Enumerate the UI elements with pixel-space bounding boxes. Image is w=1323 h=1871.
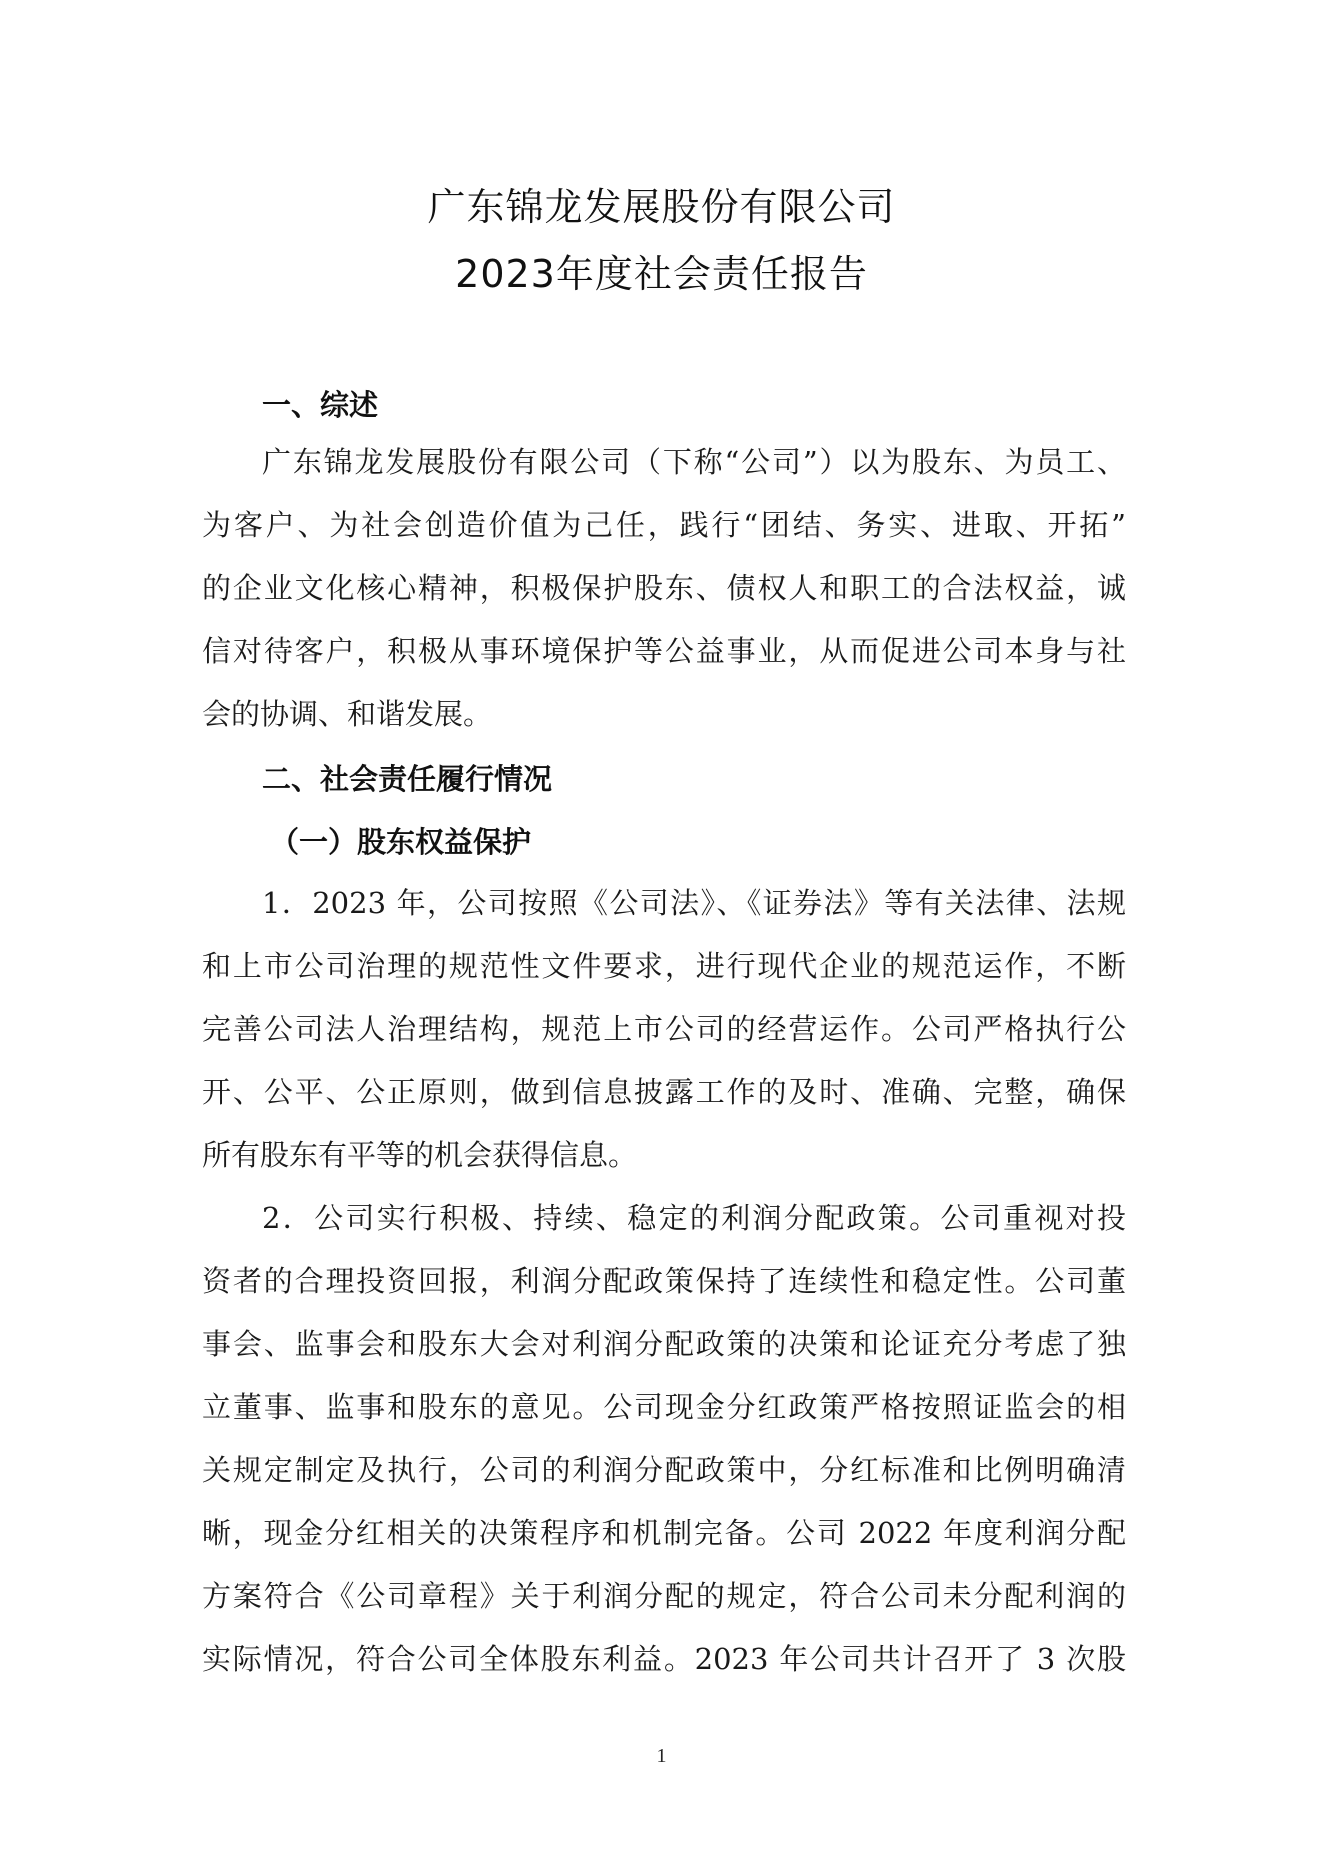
paragraph-line: 会的协调、和谐发展。 (202, 697, 493, 731)
paragraph-line: 晰，现金分红相关的决策程序和机制完备。公司 2022 年度利润分配 (202, 1516, 1126, 1550)
section-heading-overview: 一、综述 (262, 388, 379, 422)
section-heading-responsibility: 二、社会责任履行情况 (262, 762, 553, 796)
paragraph-line: 2．公司实行积极、持续、稳定的利润分配政策。公司重视对投 (262, 1201, 1126, 1235)
subsection-heading-shareholders: （一）股东权益保护 (270, 825, 532, 859)
paragraph-line: 1．2023 年，公司按照《公司法》、《证券法》等有关法律、法规 (262, 886, 1126, 920)
paragraph-line: 信对待客户，积极从事环境保护等公益事业，从而促进公司本身与社 (202, 634, 1126, 668)
paragraph-line: 所有股东有平等的机会获得信息。 (202, 1138, 638, 1172)
paragraph-line: 的企业文化核心精神，积极保护股东、债权人和职工的合法权益，诚 (202, 571, 1126, 605)
paragraph-line: 方案符合《公司章程》关于利润分配的规定，符合公司未分配利润的 (202, 1579, 1126, 1613)
report-title-company: 广东锦龙发展股份有限公司 (427, 185, 896, 229)
page-number: 1 (656, 1745, 667, 1767)
paragraph-line: 开、公平、公正原则，做到信息披露工作的及时、准确、完整，确保 (202, 1075, 1126, 1109)
paragraph-line: 立董事、监事和股东的意见。公司现金分红政策严格按照证监会的相 (202, 1390, 1126, 1424)
paragraph-line: 为客户、为社会创造价值为己任，践行“团结、务实、进取、开拓” (202, 508, 1126, 542)
paragraph-line: 资者的合理投资回报，利润分配政策保持了连续性和稳定性。公司董 (202, 1264, 1126, 1298)
paragraph-line: 广东锦龙发展股份有限公司（下称“公司”）以为股东、为员工、 (262, 445, 1126, 479)
paragraph-line: 和上市公司治理的规范性文件要求，进行现代企业的规范运作，不断 (202, 949, 1126, 983)
report-title-year: 2023年度社会责任报告 (455, 252, 868, 296)
paragraph-line: 完善公司法人治理结构，规范上市公司的经营运作。公司严格执行公 (202, 1012, 1126, 1046)
paragraph-line: 关规定制定及执行，公司的利润分配政策中，分红标准和比例明确清 (202, 1453, 1126, 1487)
paragraph-line: 实际情况，符合公司全体股东利益。2023 年公司共计召开了 3 次股 (202, 1642, 1126, 1676)
paragraph-line: 事会、监事会和股东大会对利润分配政策的决策和论证充分考虑了独 (202, 1327, 1126, 1361)
